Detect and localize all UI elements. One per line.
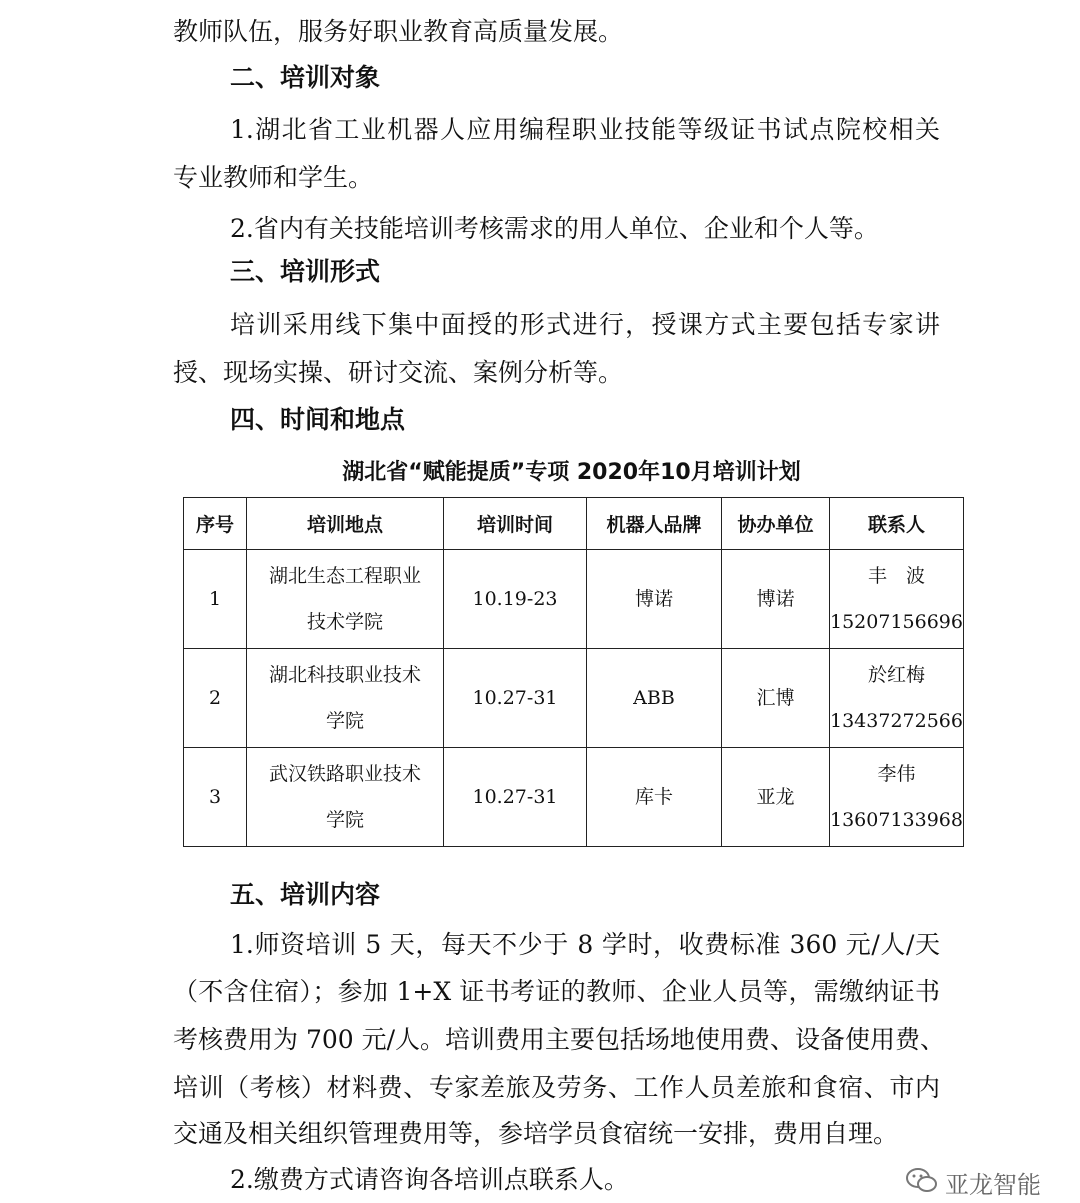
cell-time: 10.27-31 <box>444 649 587 748</box>
text-line: 培训（考核）材料费、专家差旅及劳务、工作人员差旅和食宿、市内 <box>173 1073 940 1102</box>
text-line: 考核费用为 700 元/人。培训费用主要包括场地使用费、设备使用费、 <box>173 1025 946 1054</box>
col-header: 培训时间 <box>444 498 587 550</box>
cell-no: 2 <box>184 649 247 748</box>
cell-brand: 博诺 <box>587 550 722 649</box>
text-line: 交通及相关组织管理费用等，参培学员食宿统一安排，费用自理。 <box>173 1119 899 1148</box>
table-header-row <box>184 498 964 550</box>
contact-phone: 15207156696 <box>830 611 963 633</box>
heading-training-content: 五、培训内容 <box>230 880 381 909</box>
text-line: 授、现场实操、研讨交流、案例分析等。 <box>173 358 624 387</box>
cell-no: 1 <box>184 550 247 649</box>
place-line: 技术学院 <box>306 611 383 633</box>
text-line: 培训采用线下集中面授的形式进行，授课方式主要包括专家讲 <box>230 310 940 339</box>
heading-time-place: 四、时间和地点 <box>230 405 406 434</box>
text-line: 1.师资培训 5 天，每天不少于 8 学时，收费标准 360 元/人/天 <box>230 930 940 959</box>
contact-name: 丰 波 <box>867 565 925 587</box>
place-line: 学院 <box>325 809 364 831</box>
place-line: 武汉铁路职业技术 <box>268 763 421 785</box>
place-line: 湖北科技职业技术 <box>268 664 421 686</box>
table-row <box>184 550 964 649</box>
cell-partner: 亚龙 <box>722 748 830 847</box>
cell-no: 3 <box>184 748 247 847</box>
cell-time: 10.27-31 <box>444 748 587 847</box>
table-title: 湖北省“赋能提质”专项 2020年10月培训计划 <box>342 460 801 485</box>
text-line: 2.缴费方式请咨询各培训点联系人。 <box>230 1165 629 1194</box>
cell-place <box>247 550 444 649</box>
col-header: 机器人品牌 <box>587 498 722 550</box>
cell-partner: 汇博 <box>722 649 830 748</box>
watermark <box>905 1166 1041 1203</box>
heading-training-target: 二、培训对象 <box>230 63 381 92</box>
cell-contact <box>830 748 964 847</box>
wechat-icon <box>905 1166 939 1203</box>
cell-brand: ABB <box>587 649 722 748</box>
cell-brand: 库卡 <box>587 748 722 847</box>
col-header: 培训地点 <box>247 498 444 550</box>
table-row <box>184 649 964 748</box>
cell-contact <box>830 550 964 649</box>
training-plan-table <box>183 497 964 847</box>
contact-name: 李伟 <box>877 763 916 785</box>
cell-place <box>247 649 444 748</box>
place-line: 学院 <box>325 710 364 732</box>
text-line: 2.省内有关技能培训考核需求的用人单位、企业和个人等。 <box>230 214 879 243</box>
col-header: 协办单位 <box>722 498 830 550</box>
cell-partner: 博诺 <box>722 550 830 649</box>
text-line: 专业教师和学生。 <box>173 163 374 192</box>
contact-phone: 13437272566 <box>830 710 963 732</box>
contact-name: 於红梅 <box>867 664 925 686</box>
col-header: 序号 <box>184 498 247 550</box>
text-line: （不含住宿）；参加 1+X 证书考证的教师、企业人员等，需缴纳证书 <box>173 977 940 1006</box>
text-line: 教师队伍，服务好职业教育高质量发展。 <box>173 17 624 46</box>
cell-time: 10.19-23 <box>444 550 587 649</box>
text-line: 1.湖北省工业机器人应用编程职业技能等级证书试点院校相关 <box>230 115 940 144</box>
table-row <box>184 748 964 847</box>
place-line: 湖北生态工程职业 <box>268 565 421 587</box>
contact-phone: 13607133968 <box>830 809 963 831</box>
col-header: 联系人 <box>830 498 964 550</box>
cell-contact <box>830 649 964 748</box>
watermark-text: 亚龙智能 <box>945 1170 1041 1199</box>
cell-place <box>247 748 444 847</box>
heading-training-form: 三、培训形式 <box>230 257 381 286</box>
